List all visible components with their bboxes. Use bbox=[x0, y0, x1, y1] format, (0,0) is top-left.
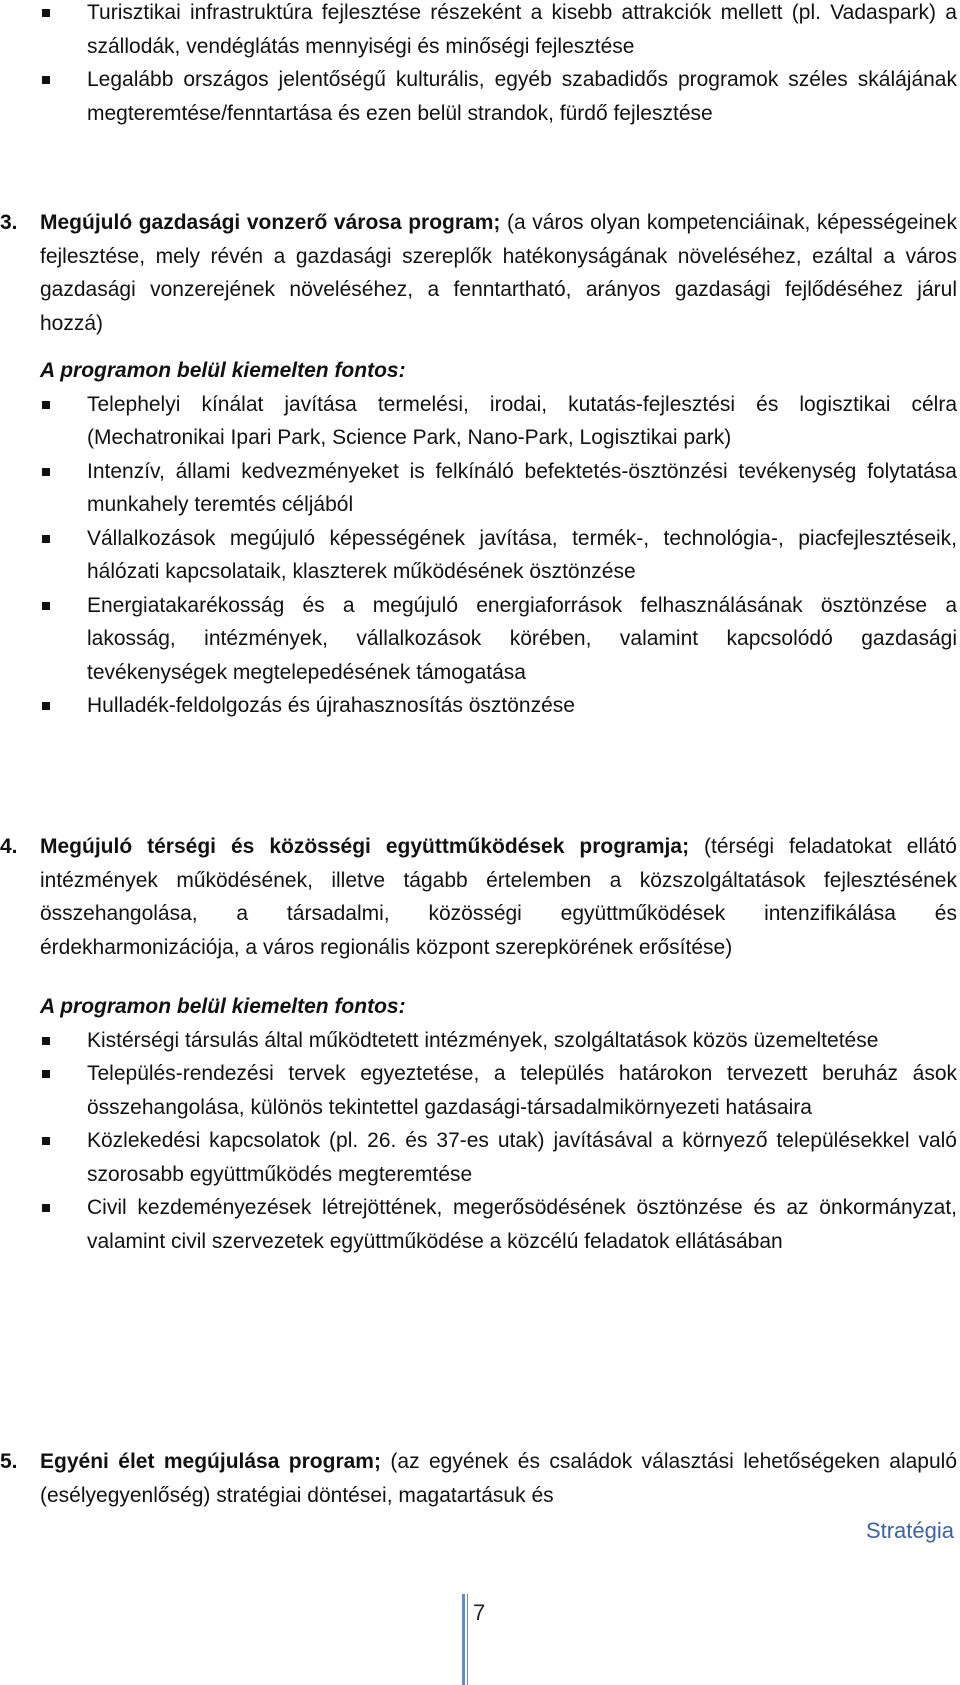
section-4-bullet-list bbox=[0, 1024, 960, 1259]
list-item: Vállalkozások megújuló képességének javítása, termék-, technológia-, piacfejlesztéseik, hálózati kapcsolataik, klaszterek működésének ösztönzése bbox=[0, 522, 960, 589]
section-description: (térségi feladatokat ellátó intézmények működésének, illetve tágabb értelemben a közszolgáltatások fejlesztésének összehangolása, a társadalmi, közösségi együttműködések intenzifikálása és érdekharmonizációja, a város regionális központ szerepkörének erősítése) bbox=[40, 835, 957, 959]
section-3-paragraph bbox=[0, 206, 960, 340]
list-item: Telephelyi kínálat javítása termelési, irodai, kutatás-fejlesztési és logisztikai célra (Mechatronikai Ipari Park, Science Park, Nano-Park, Logisztikai park) bbox=[0, 388, 960, 455]
square-bullet-icon bbox=[42, 1070, 50, 1078]
list-item: Intenzív, állami kedvezményeket is felkínáló befektetés-ösztönzési tevékenység folytatása munkahely teremtés céljából bbox=[0, 455, 960, 522]
list-item: Legalább országos jelentőségű kulturális, egyéb szabadidős programok széles skálájának megteremtése/fenntartása és ezen belül strandok, fürdő fejlesztése bbox=[0, 63, 960, 130]
square-bullet-icon bbox=[42, 76, 50, 84]
section-number: 5. bbox=[0, 1450, 18, 1473]
square-bullet-icon bbox=[42, 1204, 50, 1212]
footer-label: Stratégia bbox=[865, 1518, 954, 1543]
sub-heading: A programon belül kiemelten fontos: bbox=[40, 359, 406, 382]
list-item: Hulladék-feldolgozás és újrahasznosítás ösztönzése bbox=[0, 689, 960, 723]
list-item: Civil kezdeményezések létrejöttének, megerősödésének ösztönzése és az önkormányzat, valamint civil szervezetek együttműködése a közcélú feladatok ellátásában bbox=[0, 1191, 960, 1258]
section-4-paragraph bbox=[0, 830, 960, 964]
list-item: Település-rendezési tervek egyeztetése, a település határokon tervezett beruház ások összehangolása, különös tekintettel gazdasági-társadalmikörnyezeti hatásaira bbox=[0, 1057, 960, 1124]
section-title: Egyéni élet megújulása program; bbox=[40, 1450, 381, 1473]
section-4 bbox=[0, 830, 960, 1258]
section-title: Megújuló térségi és közösségi együttműködések programja; bbox=[40, 835, 690, 858]
page-number-divider-thin bbox=[467, 1594, 468, 1685]
square-bullet-icon bbox=[42, 9, 50, 17]
section-description: (a város olyan kompetenciáinak, képességeinek fejlesztése, mely révén a gazdasági szereplők hatékonyságának növeléséhez, ezáltal a város gazdasági vonzerejének növeléséhez, a fenntartható, arányos gazdasági fejlődéséhez járul hozzá) bbox=[40, 211, 957, 335]
section-number: 4. bbox=[0, 835, 18, 858]
list-item: Turisztikai infrastruktúra fejlesztése részeként a kisebb attrakciók mellett (pl. Vadaspark) a szállodák, vendéglátás mennyiségi és minőségi fejlesztése bbox=[0, 0, 960, 63]
square-bullet-icon bbox=[42, 702, 50, 710]
section-title: Megújuló gazdasági vonzerő városa program; bbox=[40, 211, 501, 234]
list-item: Energiatakarékosság és a megújuló energiaforrások felhasználásának ösztönzése a lakosság, intézmények, vállalkozások körében, valamint kapcsolódó gazdasági tevékenységek megtelepedésének támogatása bbox=[0, 589, 960, 690]
square-bullet-icon bbox=[42, 401, 50, 409]
top-bullet-list bbox=[0, 0, 960, 130]
section-description: (az egyének és családok választási lehetőségeken alapuló (esélyegyenlőség) stratégiai döntései, magatartásuk és bbox=[40, 1450, 958, 1507]
section-5 bbox=[0, 1445, 960, 1512]
square-bullet-icon bbox=[42, 535, 50, 543]
page-number-divider bbox=[462, 1594, 465, 1685]
square-bullet-icon bbox=[42, 1137, 50, 1145]
list-item: Kistérségi társulás által működtetett intézmények, szolgáltatások közös üzemeltetése bbox=[0, 1024, 960, 1058]
page-number: 7 bbox=[473, 1600, 486, 1625]
square-bullet-icon bbox=[42, 468, 50, 476]
section-3-bullet-list bbox=[0, 388, 960, 723]
section-number: 3. bbox=[0, 211, 18, 234]
square-bullet-icon bbox=[42, 602, 50, 610]
sub-heading: A programon belül kiemelten fontos: bbox=[40, 995, 406, 1018]
section-5-paragraph bbox=[0, 1445, 960, 1512]
list-item: Közlekedési kapcsolatok (pl. 26. és 37-es utak) javításával a környező településekkel való szorosabb együttműködés megteremtése bbox=[0, 1124, 960, 1191]
square-bullet-icon bbox=[42, 1037, 50, 1045]
section-3 bbox=[0, 206, 960, 723]
